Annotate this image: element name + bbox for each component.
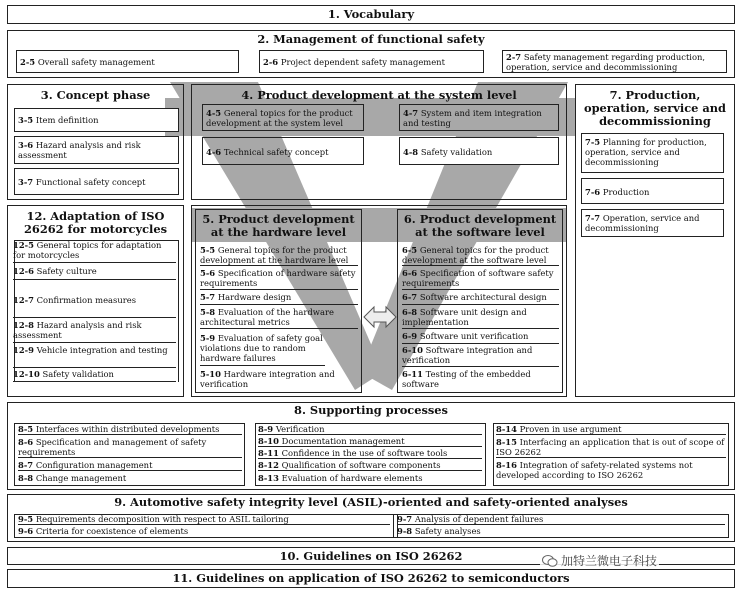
item-text: Functional safety concept [35,177,146,187]
item-text: General topics for the product development at the software level [402,245,549,265]
item-num: 6-8 [402,307,418,317]
item-num: 8-7 [18,460,34,470]
item-text: General topics for the product development at the hardware level [200,245,349,265]
part-11-title: 11. Guidelines on application of ISO 26262 to semiconductors [172,571,570,585]
item-text: Specification of software safety requirements [402,268,554,288]
part-5-title: 5. Product development at the hardware level [202,212,355,239]
part-3-concept-phase [7,84,184,200]
item-12-5 [13,240,176,263]
wechat-icon [542,554,558,568]
item-num: 9-5 [18,514,34,524]
part-10-title: 10. Guidelines on ISO 26262 [279,549,463,563]
item-num: 8-12 [258,460,279,470]
item-8-5 [18,424,242,435]
item-text: Hazard analysis and risk assessment [18,140,141,160]
part-2-management [7,30,735,78]
item-text: Safety management regarding production, operation, service and decommissioning [506,52,706,72]
item-num: 2-7 [506,52,522,62]
item-9-6 [18,526,390,536]
item-num: 3-6 [18,140,34,150]
item-text: Specification of hardware safety requirements [200,268,356,288]
item-num: 6-6 [402,268,418,278]
part-7-production [575,84,735,397]
item-text: Analysis of dependent failures [414,514,544,524]
item-5-9 [200,333,325,366]
item-4-5 [202,104,364,131]
item-7-5 [581,133,724,173]
item-num: 5-10 [200,369,221,379]
item-num: 5-8 [200,307,216,317]
item-2-5 [16,50,239,73]
part-7-title: 7. Production, operation, service and decommissioning [584,88,726,128]
item-text: Safety analyses [414,526,481,536]
item-num: 4-8 [403,147,419,157]
part-4-system-level [191,84,567,200]
item-num: 8-14 [496,424,517,434]
item-12-9 [13,345,176,368]
part-12-title: 12. Adaptation of ISO 26262 for motorcycles [23,209,168,236]
watermark-text: 加特兰微电子科技 [561,554,658,568]
part-2-title: 2. Management of functional safety [257,32,485,46]
item-8-15 [496,437,726,458]
item-2-6 [259,50,484,73]
item-num: 4-7 [403,108,419,118]
item-3-5 [14,108,179,132]
item-num: 8-16 [496,460,517,470]
item-text: General topics for the product development at the system level [206,108,353,128]
item-num: 12-8 [13,320,34,330]
item-num: 4-5 [206,108,222,118]
part-1-vocabulary [7,5,735,24]
item-text: Interfaces within distributed developments [35,424,220,434]
item-12-8 [13,320,176,343]
item-num: 12-5 [13,240,34,250]
item-9-5 [18,514,390,525]
item-12-6 [13,266,176,280]
item-text: Testing of the embedded software [402,369,531,389]
item-text: Integration of safety-related systems not developed according to ISO 26262 [496,460,693,480]
item-9-8 [397,526,725,536]
item-text: Interfacing an application that is out of scope of ISO 26262 [496,437,725,457]
item-6-5 [402,245,559,266]
item-num: 6-10 [402,345,423,355]
item-text: Confidence in the use of software tools [281,448,448,458]
item-num: 9-8 [397,526,413,536]
item-num: 7-6 [585,187,601,197]
part-6-title: 6. Product development at the software level [403,212,557,239]
item-num: 12-10 [13,369,40,379]
item-4-7 [399,104,559,131]
item-num: 7-5 [585,137,601,147]
item-8-14 [496,424,726,435]
item-num: 5-5 [200,245,216,255]
item-7-7 [581,209,724,237]
item-text: Safety validation [42,369,114,379]
item-text: Software architectural design [419,292,547,302]
item-8-8 [18,473,242,483]
part-12-motorcycles [7,205,184,397]
item-num: 4-6 [206,147,222,157]
item-text: Documentation management [281,436,405,446]
item-text: Software integration and verification [402,345,533,365]
item-8-9 [258,424,482,435]
part-11-semiconductors [7,569,735,588]
item-6-11 [402,369,559,389]
part-8-title: 8. Supporting processes [294,403,448,417]
item-8-10 [258,436,482,447]
item-num: 5-7 [200,292,216,302]
item-num: 8-10 [258,436,279,446]
item-num: 8-9 [258,424,274,434]
item-text: Evaluation of safety goal violations due to random hardware failures [200,333,323,363]
item-text: Technical safety concept [223,147,329,157]
double-arrow-icon [363,305,397,329]
item-text: Project dependent safety management [280,57,445,67]
item-3-7 [14,168,179,195]
item-8-16 [496,460,726,480]
item-num: 8-8 [18,473,34,483]
item-5-8 [200,307,358,329]
item-text: Operation, service and decommissioning [585,213,700,233]
part-1-title: 1. Vocabulary [327,7,415,21]
item-text: Verification [275,424,325,434]
item-num: 12-7 [13,295,34,305]
watermark [540,552,659,569]
item-9-7 [397,514,725,525]
item-num: 5-9 [200,333,216,343]
item-8-11 [258,448,482,459]
item-text: Change management [35,473,127,483]
item-8-13 [258,473,482,483]
item-text: General topics for adaptation for motorcycles [13,240,162,260]
item-12-7 [13,283,176,318]
item-6-7 [402,292,559,305]
item-num: 6-5 [402,245,418,255]
item-num: 2-5 [20,57,36,67]
item-num: 12-6 [13,266,34,276]
item-num: 6-7 [402,292,418,302]
item-text: Qualification of software components [281,460,441,470]
item-num: 6-11 [402,369,423,379]
item-6-8 [402,307,559,329]
part-3-title: 3. Concept phase [40,88,151,102]
item-text: Item definition [35,115,99,125]
item-text: Evaluation of hardware elements [281,473,423,483]
item-text: Evaluation of the hardware architectural metrics [200,307,334,327]
item-5-7 [200,292,358,305]
item-text: Planning for production, operation, service and decommissioning [585,137,707,167]
item-num: 9-7 [397,514,413,524]
item-num: 8-13 [258,473,279,483]
item-num: 6-9 [402,331,418,341]
item-5-6 [200,268,358,290]
item-num: 8-6 [18,437,34,447]
item-8-7 [18,460,242,471]
item-text: Hardware design [217,292,292,302]
part-9-title: 9. Automotive safety integrity level (ASIL)-oriented and safety-oriented analyses [114,495,628,509]
item-num: 8-15 [496,437,517,447]
item-num: 3-5 [18,115,34,125]
item-text: Overall safety management [37,57,155,67]
item-text: Safety validation [420,147,493,157]
item-5-5 [200,245,358,266]
item-num: 2-6 [263,57,279,67]
item-12-10 [13,369,176,382]
item-text: Software unit verification [419,331,529,341]
item-7-6 [581,178,724,204]
item-8-6 [18,437,242,458]
item-text: Confirmation measures [36,295,136,305]
item-4-6 [202,137,364,165]
item-text: Hazard analysis and risk assessment [13,320,142,340]
item-num: 7-7 [585,213,601,223]
item-text: Safety culture [36,266,97,276]
item-6-9 [402,331,559,344]
item-text: Proven in use argument [519,424,622,434]
item-text: Hardware integration and verification [200,369,335,389]
item-num: 12-9 [13,345,34,355]
item-text: System and item integration and testing [403,108,542,128]
item-8-12 [258,460,482,471]
item-num: 5-6 [200,268,216,278]
item-6-6 [402,268,559,290]
item-text: Configuration management [35,460,153,470]
item-text: Production [602,187,650,197]
item-num: 9-6 [18,526,34,536]
item-3-6 [14,136,179,164]
item-text: Vehicle integration and testing [36,345,168,355]
item-text: Criteria for coexistence of elements [35,526,189,536]
item-num: 3-7 [18,177,34,187]
item-num: 8-5 [18,424,34,434]
item-text: Software unit design and implementation [402,307,527,327]
item-text: Specification and management of safety requirements [18,437,207,457]
item-6-10 [402,345,559,367]
item-2-7 [502,50,727,73]
item-4-8 [399,137,559,165]
item-5-10 [200,369,358,389]
item-text: Requirements decomposition with respect to ASIL tailoring [35,514,289,524]
part-4-title: 4. Product development at the system level [241,88,517,102]
item-num: 8-11 [258,448,279,458]
